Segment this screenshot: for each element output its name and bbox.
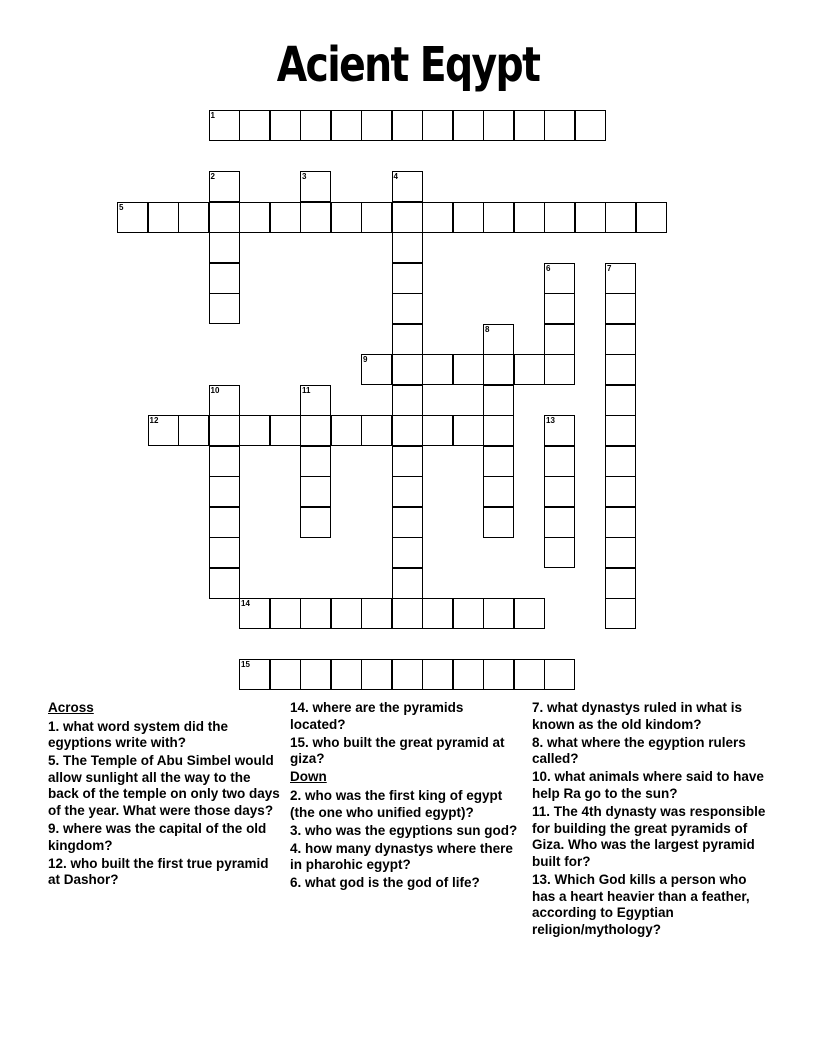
grid-cell[interactable] <box>453 202 484 233</box>
grid-cell[interactable] <box>300 476 331 507</box>
grid-cell[interactable] <box>544 476 575 507</box>
clue-down-10: 10. what animals where said to have help Ra go to the sun? <box>532 769 764 801</box>
grid-clue-number: 4 <box>393 172 398 181</box>
clue-down-7: 7. what dynastys ruled in what is known as the old kindom? <box>532 700 743 732</box>
grid-clue-number: 12 <box>149 416 159 425</box>
grid-clue-number: 5 <box>119 202 124 212</box>
grid-cell[interactable] <box>392 324 423 355</box>
puzzle-title: Acient Eqypt <box>276 37 540 93</box>
grid-cell[interactable] <box>178 202 209 233</box>
grid-cell[interactable] <box>605 476 636 507</box>
grid-cell[interactable] <box>209 446 240 477</box>
grid-cell[interactable] <box>239 415 270 446</box>
grid-cell[interactable] <box>392 659 423 690</box>
grid-cell[interactable] <box>392 507 423 538</box>
clue-column-3 <box>532 700 768 940</box>
clue-across-9: 9. where was the capital of the old kingdom? <box>48 821 267 853</box>
clue-down-6: 6. what god is the god of life? <box>290 875 480 891</box>
grid-clue-number: 15 <box>241 660 250 669</box>
grid-cell[interactable] <box>453 354 484 385</box>
grid-cell[interactable] <box>331 110 362 141</box>
grid-cell[interactable] <box>209 415 240 446</box>
down-heading: Down <box>290 769 327 785</box>
grid-cell[interactable] <box>544 537 575 568</box>
clue-column-2 <box>290 700 518 894</box>
grid-clue-number: 9 <box>363 355 368 364</box>
grid-cell[interactable] <box>605 446 636 477</box>
grid-cell[interactable] <box>514 598 545 629</box>
clue-down-2: 2. who was the first king of egypt (the one who unified egypt)? <box>290 787 503 820</box>
grid-cell[interactable] <box>392 293 423 324</box>
grid-cell[interactable] <box>514 354 545 385</box>
grid-cell[interactable] <box>209 110 240 141</box>
grid-cell[interactable] <box>148 202 179 233</box>
grid-cell[interactable] <box>300 446 331 477</box>
grid-cell[interactable] <box>239 598 270 629</box>
grid-cell[interactable] <box>544 263 575 294</box>
grid-clue-number: 7 <box>607 263 612 273</box>
grid-cell[interactable] <box>392 598 423 629</box>
grid-cell[interactable] <box>392 446 423 477</box>
grid-cell[interactable] <box>209 537 240 568</box>
grid-cell[interactable] <box>300 110 331 141</box>
grid-cell[interactable] <box>392 354 423 385</box>
grid-cell[interactable] <box>209 385 240 416</box>
grid-cell[interactable] <box>483 202 514 233</box>
grid-cell[interactable] <box>392 537 423 568</box>
grid-cell[interactable] <box>514 202 545 233</box>
grid-cell[interactable] <box>605 263 636 294</box>
across-heading: Across <box>48 700 94 715</box>
grid-cell[interactable] <box>605 354 636 385</box>
grid-cell[interactable] <box>636 202 667 233</box>
grid-cell[interactable] <box>117 202 148 233</box>
grid-clue-number: 11 <box>302 385 311 395</box>
clue-across-12: 12. who built the first true pyramid at Dashor? <box>48 855 269 888</box>
clue-down-11: 11. The 4th dynasty was responsible for building the great pyramids of Giza. Who was the largest pyramid built for? <box>532 804 766 869</box>
grid-cell[interactable] <box>422 659 453 690</box>
grid-cell[interactable] <box>392 110 423 141</box>
grid-cell[interactable] <box>270 659 301 690</box>
grid-cell[interactable] <box>605 568 636 599</box>
grid-cell[interactable] <box>422 202 453 233</box>
grid-cell[interactable] <box>392 263 423 294</box>
grid-cell[interactable] <box>392 476 423 507</box>
grid-cell[interactable] <box>300 202 331 233</box>
grid-cell[interactable] <box>209 476 240 507</box>
clue-down-13: 13. Which God kills a person who has a heart heavier than a feather, according to Egyptian religion/mythology? <box>532 871 750 937</box>
grid-cell[interactable] <box>453 110 484 141</box>
grid-cell[interactable] <box>514 659 545 690</box>
grid-cell[interactable] <box>270 598 301 629</box>
grid-clue-number: 1 <box>210 111 215 120</box>
clue-across-15: 15. who built the great pyramid at giza? <box>290 734 505 767</box>
grid-cell[interactable] <box>209 507 240 538</box>
grid-cell[interactable] <box>544 324 575 355</box>
grid-cell[interactable] <box>422 354 453 385</box>
grid-cell[interactable] <box>544 446 575 477</box>
grid-cell[interactable] <box>300 507 331 538</box>
grid-cell[interactable] <box>148 415 179 446</box>
grid-cell[interactable] <box>483 476 514 507</box>
grid-cell[interactable] <box>544 202 575 233</box>
grid-cell[interactable] <box>300 171 331 202</box>
grid-cell[interactable] <box>422 415 453 446</box>
grid-cell[interactable] <box>605 598 636 629</box>
grid-cell[interactable] <box>483 385 514 416</box>
grid-clue-number: 2 <box>210 172 215 181</box>
grid-cell[interactable] <box>239 202 270 233</box>
grid-cell[interactable] <box>453 659 484 690</box>
grid-cell[interactable] <box>331 659 362 690</box>
grid-cell[interactable] <box>544 415 575 446</box>
grid-cell[interactable] <box>361 415 392 446</box>
grid-cell[interactable] <box>514 110 545 141</box>
grid-cell[interactable] <box>209 263 240 294</box>
grid-cell[interactable] <box>422 598 453 629</box>
grid-cell[interactable] <box>483 415 514 446</box>
grid-cell[interactable] <box>483 659 514 690</box>
grid-cell[interactable] <box>361 354 392 385</box>
clue-across-1: 1. what word system did the egyptions write with? <box>48 718 229 751</box>
grid-cell[interactable] <box>544 110 575 141</box>
grid-cell[interactable] <box>544 507 575 538</box>
clue-down-3: 3. who was the egyptions sun god? <box>290 822 518 838</box>
grid-cell[interactable] <box>544 293 575 324</box>
grid-cell[interactable] <box>575 202 606 233</box>
grid-cell[interactable] <box>605 202 636 233</box>
grid-cell[interactable] <box>605 293 636 324</box>
grid-cell[interactable] <box>209 171 240 202</box>
grid-cell[interactable] <box>300 598 331 629</box>
grid-cell[interactable] <box>300 385 331 416</box>
grid-cell[interactable] <box>392 568 423 599</box>
grid-clue-number: 3 <box>302 172 307 181</box>
grid-cell[interactable] <box>331 202 362 233</box>
grid-cell[interactable] <box>392 171 423 202</box>
grid-clue-number: 13 <box>546 416 555 425</box>
grid-cell[interactable] <box>575 110 606 141</box>
grid-cell[interactable] <box>392 202 423 233</box>
grid-cell[interactable] <box>483 354 514 385</box>
clue-across-14: 14. where are the pyramids located? <box>290 700 464 732</box>
grid-cell[interactable] <box>392 385 423 416</box>
grid-cell[interactable] <box>483 507 514 538</box>
grid-cell[interactable] <box>453 598 484 629</box>
clue-column-1 <box>48 700 284 891</box>
grid-cell[interactable] <box>361 110 392 141</box>
grid-cell[interactable] <box>239 110 270 141</box>
grid-cell[interactable] <box>239 659 270 690</box>
grid-cell[interactable] <box>331 598 362 629</box>
grid-cell[interactable] <box>392 415 423 446</box>
grid-cell[interactable] <box>361 202 392 233</box>
grid-cell[interactable] <box>209 568 240 599</box>
clue-down-8: 8. what where the egyption rulers called? <box>532 734 746 767</box>
grid-cell[interactable] <box>361 659 392 690</box>
grid-cell[interactable] <box>270 110 301 141</box>
grid-cell[interactable] <box>605 385 636 416</box>
grid-cell[interactable] <box>483 324 514 355</box>
grid-cell[interactable] <box>209 293 240 324</box>
grid-cell[interactable] <box>422 110 453 141</box>
grid-cell[interactable] <box>300 659 331 690</box>
grid-cell[interactable] <box>605 537 636 568</box>
grid-cell[interactable] <box>544 659 575 690</box>
clue-across-5: 5. The Temple of Abu Simbel would allow sunlight all the way to the back of the temple on only two days of the year. What were those days? <box>48 753 280 819</box>
grid-cell[interactable] <box>605 324 636 355</box>
grid-cell[interactable] <box>300 415 331 446</box>
grid-cell[interactable] <box>331 415 362 446</box>
grid-clue-number: 14 <box>241 599 250 608</box>
grid-cell[interactable] <box>453 415 484 446</box>
grid-cell[interactable] <box>483 110 514 141</box>
grid-cell[interactable] <box>361 598 392 629</box>
grid-cell[interactable] <box>209 202 240 233</box>
grid-clue-number: 6 <box>546 263 551 273</box>
grid-clue-number: 8 <box>485 324 490 334</box>
grid-cell[interactable] <box>178 415 209 446</box>
grid-cell[interactable] <box>605 507 636 538</box>
grid-cell[interactable] <box>483 446 514 477</box>
grid-cell[interactable] <box>209 232 240 263</box>
grid-cell[interactable] <box>605 415 636 446</box>
grid-cell[interactable] <box>483 598 514 629</box>
grid-cell[interactable] <box>270 202 301 233</box>
grid-cell[interactable] <box>270 415 301 446</box>
grid-cell[interactable] <box>544 354 575 385</box>
grid-cell[interactable] <box>392 232 423 263</box>
grid-clue-number: 10 <box>210 385 220 395</box>
clue-down-4: 4. how many dynastys where there in pharohic egypt? <box>290 840 513 873</box>
